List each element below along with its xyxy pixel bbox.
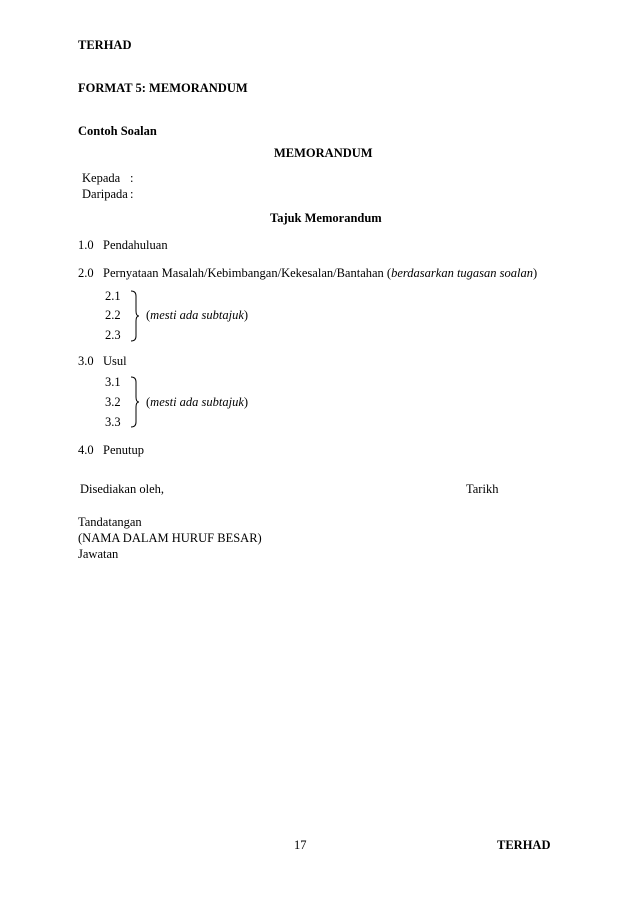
right-brace-icon: [130, 376, 140, 428]
item-number: 3.0: [78, 354, 94, 368]
signature-label: Tandatangan: [78, 515, 142, 529]
daripada-label: Daripada: [82, 187, 128, 201]
item-text: Pendahuluan: [103, 238, 168, 252]
item-text: Penutup: [103, 443, 144, 457]
item-number: 2.0: [78, 266, 94, 280]
subitem-number: 2.3: [105, 328, 121, 342]
subtitle-note: (mesti ada subtajuk): [146, 395, 249, 409]
daripada-colon: :: [130, 187, 134, 201]
subitem-number: 3.2: [105, 395, 121, 409]
format-title: FORMAT 5: MEMORANDUM: [78, 81, 248, 95]
date-label: Tarikh: [466, 482, 499, 496]
position-label: Jawatan: [78, 547, 119, 561]
page-number: 17: [294, 838, 307, 852]
name-label: (NAMA DALAM HURUF BESAR): [78, 531, 262, 545]
item-text: Pernyataan Masalah/Kebimbangan/Kekesalan/Bantahan (berdasarkan tugasan soalan): [103, 266, 538, 280]
subitem-number: 2.1: [105, 289, 121, 303]
kepada-label: Kepada: [82, 171, 121, 185]
section-label: Contoh Soalan: [78, 124, 157, 138]
subitem-number: 2.2: [105, 308, 121, 322]
right-brace-icon: [130, 290, 140, 342]
item-number: 1.0: [78, 238, 94, 252]
header-classification: TERHAD: [78, 38, 132, 52]
subject-heading: Tajuk Memorandum: [270, 211, 382, 225]
item-number: 4.0: [78, 443, 94, 457]
footer-classification: TERHAD: [497, 838, 551, 852]
memo-heading: MEMORANDUM: [274, 146, 373, 160]
kepada-colon: :: [130, 171, 134, 185]
subitem-number: 3.3: [105, 415, 121, 429]
item-text: Usul: [103, 354, 127, 368]
prepared-by-label: Disediakan oleh,: [80, 482, 165, 496]
subtitle-note: (mesti ada subtajuk): [146, 308, 249, 322]
subitem-number: 3.1: [105, 375, 121, 389]
